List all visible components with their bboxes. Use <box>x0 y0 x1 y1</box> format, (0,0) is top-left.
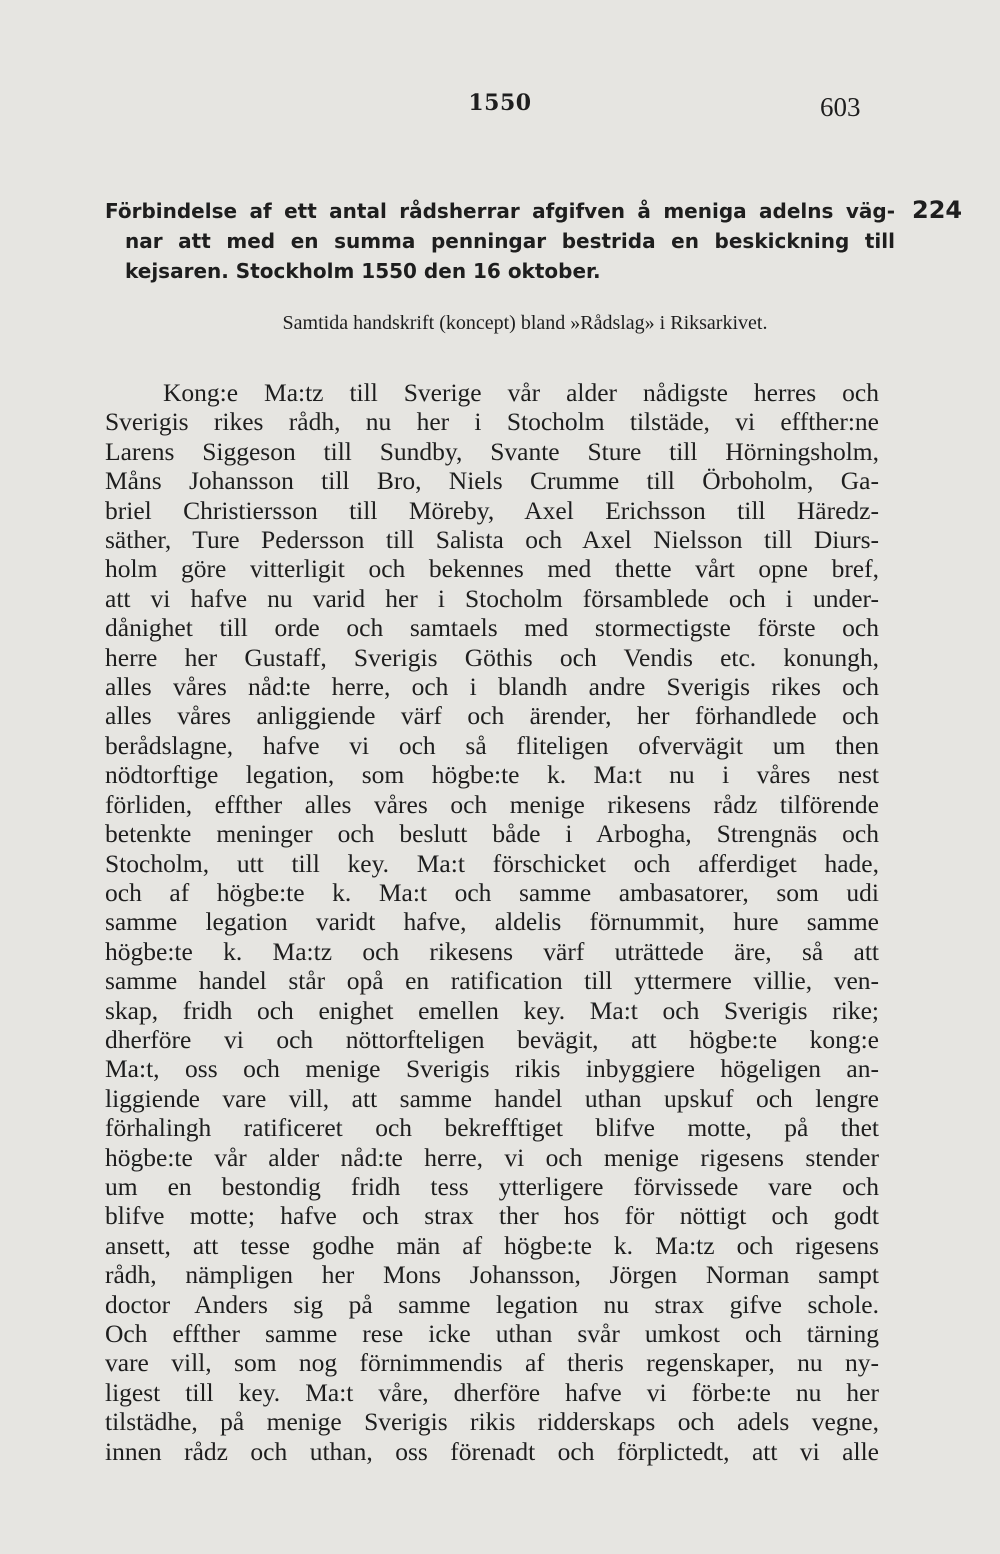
body-line: Ma:t, oss och menige Sverigis rikis inbyggiere högeligen an- <box>105 1054 879 1084</box>
page-number: 603 <box>820 92 861 122</box>
heading-line: Förbindelse af ett antal rådsherrar afgifven å meniga adelns väg- <box>105 199 895 223</box>
heading-line: kejsaren. Stockholm 1550 den 16 oktober. <box>125 259 601 283</box>
body-line: dånighet till orde och samtaels med stormectigste förste och <box>105 613 879 643</box>
body-line: blifve motte; hafve och strax ther hos för nöttigt och godt <box>105 1201 879 1231</box>
body-line: holm göre vitterligit och bekennes med thette vårt opne bref, <box>105 554 879 584</box>
body-line: alles våres nåd:te herre, och i blandh andre Sverigis rikes och <box>105 672 879 702</box>
body-line: samme handel står opå en ratification till yttermere villie, ven- <box>105 966 879 996</box>
body-line: högbe:te vår alder nåd:te herre, vi och menige rigesens stender <box>105 1142 879 1172</box>
body-line: att vi hafve nu varid her i Stocholm församblede och i under- <box>105 583 879 613</box>
body-line: nödtorftige legation, som högbe:te k. Ma:t nu i våres nest <box>105 760 879 790</box>
source-note: Samtida handskrift (koncept) bland »Rådslag» i Riksarkivet. <box>282 312 768 334</box>
document-number: 224 <box>912 196 963 224</box>
body-line: liggiende vare vill, att samme handel uthan upskuf och lengre <box>105 1083 879 1113</box>
body-line: rådh, nämpligen her Mons Johansson, Jörgen Norman sampt <box>105 1260 879 1290</box>
body-line: ligest till key. Ma:t våre, dherföre hafve vi förbe:te nu her <box>105 1377 879 1407</box>
body-line: Måns Johansson till Bro, Niels Crumme till Örboholm, Ga- <box>105 466 879 496</box>
body-line: Kong:e Ma:tz till Sverige vår alder nådigste herres och <box>163 378 879 407</box>
body-line: skap, fridh och enighet emellen key. Ma:t och Sverigis rike; <box>105 995 879 1025</box>
body-line: berådslagne, hafve vi och så fliteligen ofvervägit um then <box>105 730 879 760</box>
body-line: förliden, effther alles våres och menige rikesens rådz tilförende <box>105 789 879 819</box>
body-line: förhalingh ratificeret och bekrefftiget blifve motte, på thet <box>105 1113 879 1143</box>
document-heading <box>105 196 895 286</box>
body-line: dherföre vi och nöttorfteligen bevägit, att högbe:te kong:e <box>105 1024 879 1054</box>
body-line: Och effther samme rese icke uthan svår umkost och tärning <box>105 1319 879 1348</box>
body-line: innen rådz och uthan, oss förenadt och förplictedt, att vi alle <box>105 1436 879 1466</box>
body-line: Larens Siggeson till Sundby, Svante Sture till Hörningsholm, <box>105 436 879 466</box>
body-line: um en bestondig fridh tess ytterligere förvissede vare och <box>105 1171 879 1201</box>
body-line: säther, Ture Pedersson till Salista och Axel Nielsson till Diurs- <box>105 525 879 555</box>
body-line: doctor Anders sig på samme legation nu strax gifve schole. <box>105 1289 879 1319</box>
body-line: Stocholm, utt till key. Ma:t förschicket och afferdiget hade, <box>105 848 879 878</box>
body-line: högbe:te k. Ma:tz och rikesens värf uträttede äre, så att <box>105 936 879 966</box>
running-header-year: 1550 <box>468 90 532 116</box>
heading-line: nar att med en summa penningar bestrida en beskickning till <box>125 229 895 253</box>
body-line: vare vill, som nog förnimmendis af theris regenskaper, nu ny- <box>105 1348 879 1378</box>
body-line: ansett, att tesse godhe män af högbe:te k. Ma:tz och rigesens <box>105 1230 879 1260</box>
body-line: samme legation varidt hafve, aldelis förnummit, hure samme <box>105 907 879 937</box>
body-line: briel Christiersson till Möreby, Axel Erichsson till Häredz- <box>105 495 879 525</box>
body-line: betenkte meninger och beslutt både i Arbogha, Strengnäs och <box>105 819 879 849</box>
body-line: Sverigis rikes rådh, nu her i Stocholm tilstäde, vi effther:ne <box>105 407 879 437</box>
body-line: tilstädhe, på menige Sverigis rikis ridderskaps och adels vegne, <box>105 1407 879 1437</box>
body-line: och af högbe:te k. Ma:t och samme ambasatorer, som udi <box>105 877 879 907</box>
body-line: herre her Gustaff, Sverigis Göthis och Vendis etc. konungh, <box>105 642 879 672</box>
document-body <box>105 378 879 1466</box>
body-line: alles våres anliggiende värf och ärender, her förhandlede och <box>105 701 879 731</box>
